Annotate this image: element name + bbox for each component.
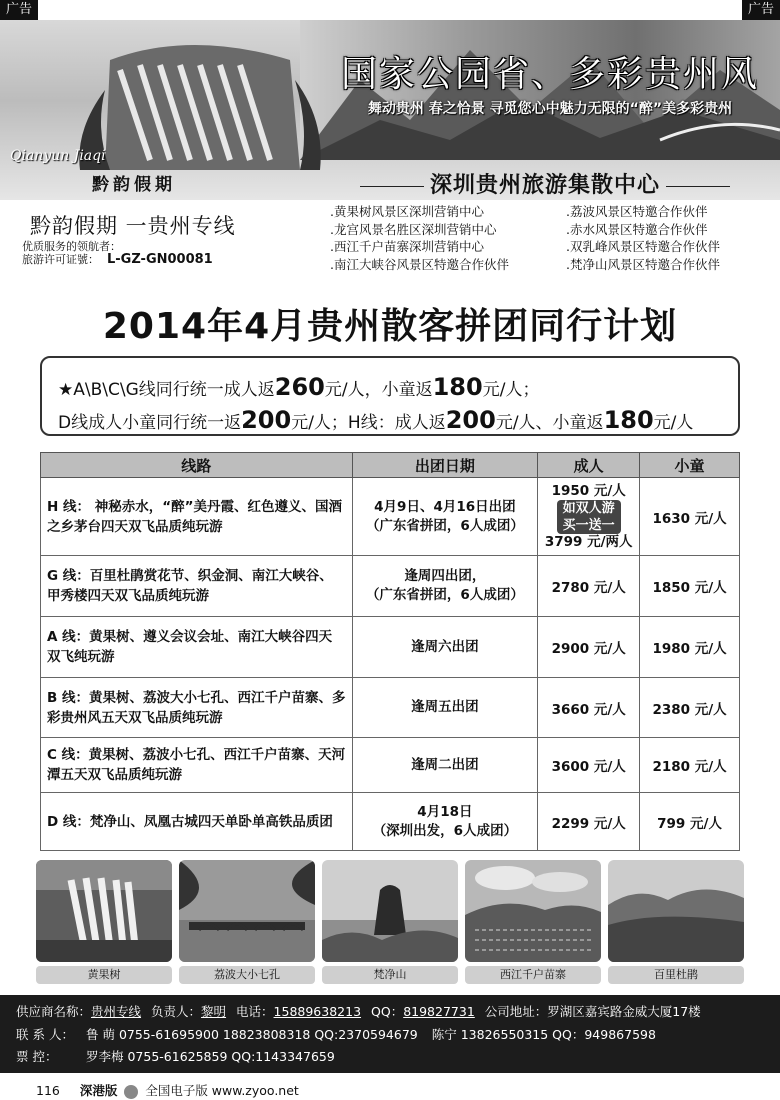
- promo-text: 如双人游: [562, 500, 615, 516]
- rebate-text: D线成人小童同行统一返: [58, 413, 242, 433]
- child-price: 1980 元/人: [640, 617, 740, 678]
- supplier-row: [16, 1001, 701, 1023]
- date-note: （广东省拼团，6人成团）: [365, 517, 524, 534]
- adult-price: 3600 元/人: [538, 738, 640, 793]
- license-label: 旅游许可证號：: [22, 253, 99, 266]
- date-cell: 逢周二出团: [352, 738, 538, 793]
- rebate-text: 元/人；: [482, 380, 540, 400]
- photo-card: [322, 860, 458, 985]
- route-cell: H 线： 神秘赤水，“醉”美丹霞、红色遵义、国酒之乡茅台四天双飞品质纯玩游: [41, 478, 353, 556]
- title-rule-left: [360, 186, 424, 187]
- brand-logo: [0, 20, 330, 200]
- contact-label: 联 系 人：: [16, 1027, 74, 1042]
- scenic-photo-strip: [36, 860, 746, 985]
- table-row: [41, 556, 740, 617]
- page-footer: [36, 1081, 299, 1099]
- slogan-sub: 舞动贵州 春之恰景 寻觅您心中魅力无限的“醉”美多彩贵州: [367, 101, 733, 117]
- center-title-text: 深圳贵州旅游集散中心: [429, 172, 660, 198]
- photo-card: [36, 860, 172, 985]
- photo-card: [179, 860, 315, 985]
- rebate-amount: 260: [274, 373, 325, 401]
- rebate-text: 元/人: [653, 413, 694, 433]
- rebate-text: 元/人；H线：成人返: [291, 413, 446, 433]
- manager-name: 黎明: [201, 1004, 227, 1019]
- license-line: [22, 251, 213, 267]
- rebate-text: ★A\B\C\G线同行统一成人返: [58, 380, 275, 400]
- partner-list-left: [330, 203, 509, 273]
- table-header-row: [41, 453, 740, 478]
- bridge-photo: [179, 860, 315, 962]
- partner-item: .龙宫风景名胜区深圳营销中心: [330, 221, 497, 237]
- date-line: 4月9日、4月16日出团: [374, 498, 516, 515]
- photo-card: [465, 860, 601, 985]
- adult-price: 1950 元/人: [551, 482, 626, 499]
- date-note: （广东省拼团，6人成团）: [365, 587, 524, 603]
- page-title: 2014年4月贵州散客拼团同行计划: [102, 306, 678, 347]
- rebate-amount: 180: [603, 406, 654, 434]
- child-price: 799 元/人: [640, 793, 740, 851]
- column-header-adult: 成人: [538, 453, 640, 478]
- rebate-amount: 200: [241, 406, 292, 434]
- route-cell: G 线：百里杜鹃赏花节、织金洞、南江大峡谷、甲秀楼四天双飞品质纯玩游: [41, 556, 353, 617]
- column-header-route: 线路: [41, 453, 353, 478]
- phone-label: 电话：: [236, 1004, 274, 1019]
- photo-caption: 西江千户苗寨: [465, 966, 601, 984]
- service-slogan: 优质服务的领航者：: [22, 240, 121, 253]
- route-cell: C 线：黄果树、荔波小七孔、西江千户苗寨、天河潭五天双飞品质纯玩游: [41, 738, 353, 793]
- photo-caption: 百里杜鹃: [608, 966, 744, 984]
- partner-item: .黄果树风景区深圳营销中心: [330, 204, 484, 219]
- adult-price: 2780 元/人: [538, 556, 640, 617]
- partner-item: .西江千户苗寨深圳营销中心: [330, 239, 484, 254]
- date-cell: 逢周五出团: [352, 678, 538, 738]
- title-rule-right: [666, 186, 730, 187]
- table-row: [41, 617, 740, 678]
- date-cell: [352, 556, 538, 617]
- ticket-row: [16, 1046, 335, 1068]
- contact-secondary: 陈宁 13826550315 QQ：949867598: [431, 1027, 656, 1042]
- ticket-contact: 罗李梅 0755-61625859 QQ:1143347659: [86, 1049, 335, 1064]
- partner-item: .赤水风景区特邀合作伙伴: [566, 221, 708, 237]
- page-number: 116: [36, 1083, 60, 1098]
- qq-label: QQ：: [371, 1004, 404, 1019]
- contact-row: [16, 1024, 656, 1046]
- date-line: 4月18日: [417, 803, 473, 820]
- adult-price: 3660 元/人: [538, 678, 640, 738]
- promo-badge: [557, 500, 621, 534]
- partner-item: .梵净山风景区特邀合作伙伴: [566, 256, 720, 272]
- column-header-date: 出团日期: [352, 453, 538, 478]
- date-line: 逢周四出团，: [404, 568, 486, 584]
- rebate-line-1: [58, 372, 738, 405]
- partner-list-right: [566, 203, 720, 273]
- photo-caption: 荔波大小七孔: [179, 966, 315, 984]
- mountain-photo: [322, 860, 458, 962]
- azalea-photo: [608, 860, 744, 962]
- publisher-logo-icon: [124, 1085, 138, 1099]
- rebate-line-2: [58, 405, 738, 438]
- table-row: [41, 793, 740, 851]
- route-cell: D 线：梵净山、凤凰古城四天单卧单高铁品质团: [41, 793, 353, 851]
- edition-label: 深港版: [79, 1083, 118, 1098]
- slogan-main: 国家公园省、多彩贵州风: [340, 54, 759, 95]
- rebate-box: [40, 356, 740, 436]
- date-cell: [352, 793, 538, 851]
- photo-card: [608, 860, 744, 985]
- partner-item: .荔波风景区特邀合作伙伴: [566, 204, 708, 219]
- ticket-label: 票 控：: [16, 1049, 58, 1064]
- table-row: [41, 478, 740, 556]
- pair-price: 3799 元/两人: [544, 533, 633, 550]
- promo-text: 买一送一: [562, 517, 615, 533]
- rebate-text: 元/人、小童返: [495, 413, 604, 433]
- ad-label-right: 广告: [742, 0, 780, 20]
- phone-number: 15889638213: [273, 1004, 362, 1019]
- qq-number: 819827731: [403, 1004, 475, 1019]
- child-price: 1630 元/人: [640, 478, 740, 556]
- supplier-label: 供应商名称：: [16, 1004, 92, 1019]
- adult-price: 2299 元/人: [538, 793, 640, 851]
- distribution-center-title: [310, 168, 780, 199]
- rebate-amount: 200: [445, 406, 496, 434]
- route-cell: A 线：黄果树、遵义会议会址、南江大峡谷四天双飞纯玩游: [41, 617, 353, 678]
- tour-plan-table: [40, 452, 740, 851]
- photo-caption: 黄果树: [36, 966, 172, 984]
- rebate-text: 元/人，小童返: [324, 380, 433, 400]
- date-note: （深圳出发，6人成团）: [372, 822, 518, 839]
- partner-item: .双乳峰风景区特邀合作伙伴: [566, 239, 720, 254]
- photo-caption: 梵净山: [322, 966, 458, 984]
- child-price: 1850 元/人: [640, 556, 740, 617]
- column-header-child: 小童: [640, 453, 740, 478]
- adult-price-cell: [538, 478, 640, 556]
- address-label: 公司地址：: [484, 1004, 548, 1019]
- child-price: 2380 元/人: [640, 678, 740, 738]
- partner-item: .南江大峡谷风景区特邀合作伙伴: [330, 256, 509, 272]
- license-code: L-GZ-GN00081: [107, 252, 213, 267]
- table-row: [41, 738, 740, 793]
- rebate-amount: 180: [432, 373, 483, 401]
- contact-primary: 鲁 萌 0755-61695900 18823808318 QQ:2370594679: [86, 1027, 418, 1042]
- child-price: 2180 元/人: [640, 738, 740, 793]
- logo-text: 黔韵假期: [92, 175, 176, 195]
- supplier-name: 贵州专线: [91, 1004, 142, 1019]
- manager-label: 负责人：: [151, 1004, 202, 1019]
- logo-pinyin: Qianyun Jiaqi: [10, 148, 106, 164]
- adult-price: 2900 元/人: [538, 617, 640, 678]
- waterfall-photo: [36, 860, 172, 962]
- site-link[interactable]: 全国电子版 www.zyoo.net: [145, 1083, 299, 1098]
- ad-label-left: 广告: [0, 0, 38, 20]
- route-cell: B 线：黄果树、荔波大小七孔、西江千户苗寨、多彩贵州风五天双飞品质纯玩游: [41, 678, 353, 738]
- table-row: [41, 678, 740, 738]
- supplier-footer: [0, 995, 780, 1073]
- date-cell: 逢周六出团: [352, 617, 538, 678]
- date-cell: [352, 478, 538, 556]
- address: 罗湖区嘉宾路金威大厦17楼: [547, 1004, 701, 1019]
- village-photo: [465, 860, 601, 962]
- brand-name: 黔韵假期 一贵州专线: [30, 214, 236, 238]
